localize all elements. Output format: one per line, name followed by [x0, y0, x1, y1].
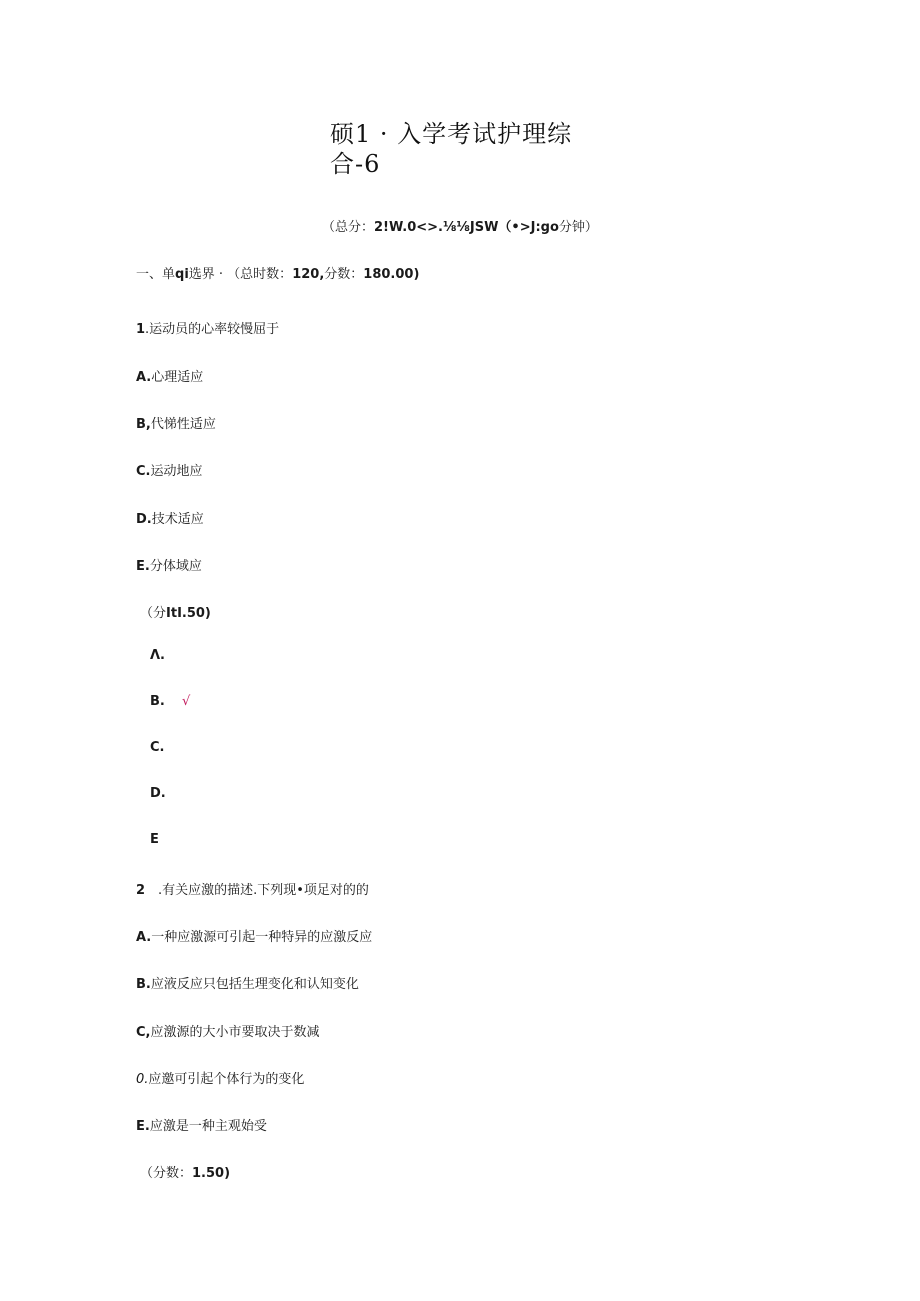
- section-lead-bold: qi: [175, 267, 189, 282]
- option-text: 技术适应: [151, 512, 204, 527]
- option-key: C.: [136, 464, 151, 479]
- check-icon: √: [182, 694, 191, 709]
- section-lead: 一、单: [136, 267, 176, 282]
- option-key: D.: [136, 512, 152, 527]
- exam-meta: [322, 216, 598, 235]
- option-key: A.: [136, 370, 152, 385]
- option-text: 心理适应: [151, 370, 204, 385]
- option-key: B,: [136, 417, 151, 432]
- question-2-option-c[interactable]: [136, 1021, 320, 1040]
- question-1-option-c[interactable]: [136, 460, 203, 479]
- section-header: [136, 263, 419, 282]
- option-key: E.: [136, 1119, 150, 1134]
- question-text: .有关应激的描述.下列现•项足对的的: [158, 883, 369, 898]
- answer-key: Λ.: [150, 648, 165, 663]
- answer-key: D.: [150, 786, 166, 801]
- exam-meta-values: 2!W.0<>.⅛⅛JSW（•>J:go: [374, 220, 559, 235]
- answer-d[interactable]: [150, 786, 166, 801]
- question-2-score: [140, 1162, 230, 1181]
- answer-b[interactable]: [150, 694, 165, 709]
- answer-key: E: [150, 832, 159, 847]
- answer-c[interactable]: [150, 740, 164, 755]
- option-text: 应激源的大小市要取决于数减: [150, 1025, 320, 1040]
- question-2-option-b[interactable]: [136, 973, 359, 992]
- question-1-option-a[interactable]: [136, 366, 203, 385]
- question-2-stem: [136, 879, 369, 898]
- question-text: .运动员的心率较慢屈于: [145, 322, 280, 337]
- section-count: 120,: [292, 267, 325, 282]
- answer-a[interactable]: [150, 648, 165, 663]
- question-1-option-d[interactable]: [136, 508, 204, 527]
- score-prefix: （分数：: [140, 1166, 193, 1181]
- option-key: A.: [136, 930, 152, 945]
- section-middle: 选界 · （总时数：: [188, 267, 293, 282]
- option-text: 应液反应只包括生理变化和认知变化: [150, 977, 359, 992]
- option-text: 代悌性适应: [150, 417, 216, 432]
- option-text: 应激是一种主观始受: [149, 1119, 267, 1134]
- question-number: 2: [136, 883, 146, 898]
- score-value: 1.50): [192, 1166, 231, 1181]
- question-number: 1: [136, 322, 146, 337]
- exam-meta-prefix: （总分：: [322, 220, 375, 235]
- option-key: B.: [136, 977, 151, 992]
- question-1-option-e[interactable]: [136, 555, 202, 574]
- option-text: 应邀可引起个体行为的变化: [148, 1072, 305, 1087]
- question-1-stem: [136, 318, 279, 337]
- option-text: 一种应激源可引起一种特异的应激反应: [151, 930, 373, 945]
- section-middle2: 分数：: [324, 267, 364, 282]
- question-2-option-a[interactable]: [136, 926, 372, 945]
- question-1-score: [140, 602, 211, 621]
- exam-meta-suffix: 分钟）: [558, 220, 598, 235]
- question-2-option-d[interactable]: [136, 1068, 304, 1087]
- question-1-option-b[interactable]: [136, 413, 216, 432]
- answer-key: C.: [150, 740, 165, 755]
- page-title-line1: 硕1 · 入学考试护理综: [330, 120, 573, 148]
- option-text: 分体域应: [149, 559, 202, 574]
- score-value: ItI.50): [166, 606, 211, 621]
- answer-e[interactable]: [150, 832, 159, 847]
- option-key: E.: [136, 559, 150, 574]
- option-key: 0.: [136, 1072, 149, 1087]
- option-text: 运动地应: [150, 464, 203, 479]
- question-2-option-e[interactable]: [136, 1115, 267, 1134]
- answer-key: B.: [150, 694, 165, 709]
- score-prefix: （分: [140, 606, 167, 621]
- option-key: C,: [136, 1025, 151, 1040]
- page-title-line2: 合-6: [330, 150, 381, 178]
- section-score: 180.00): [363, 267, 420, 282]
